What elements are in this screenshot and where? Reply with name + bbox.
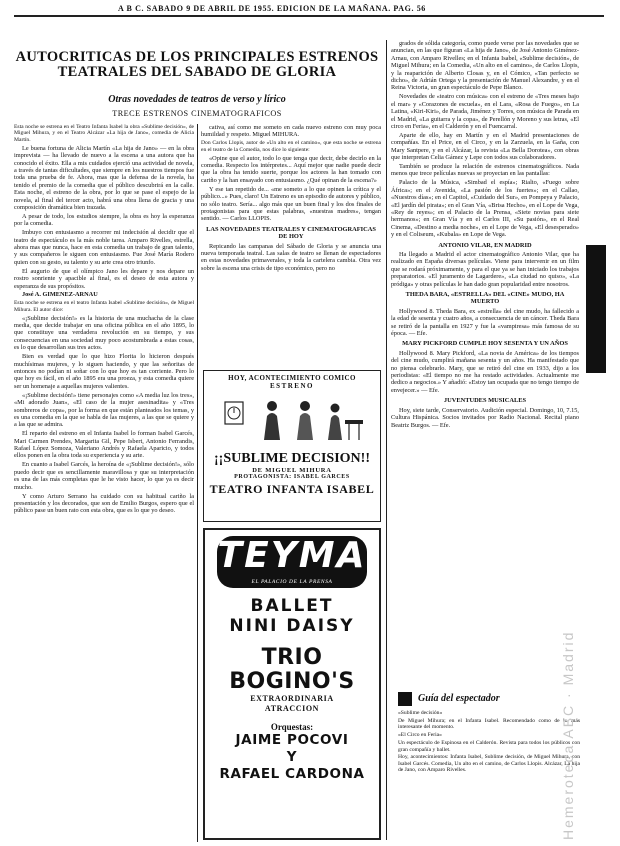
ad-band-2: RAFAEL CARDONA bbox=[219, 766, 365, 782]
ad-play-venue: TEATRO INFANTA ISABEL bbox=[209, 482, 375, 496]
top-rule bbox=[14, 15, 604, 17]
paragraph: «El Circo en Feria» bbox=[398, 732, 442, 739]
guide-box-icon bbox=[398, 692, 412, 706]
ad-play-title: ¡¡SUBLIME DECISION!! bbox=[214, 451, 370, 466]
column-divider-1 bbox=[197, 124, 198, 842]
paragraph: grados de sólida categoría, como puede verse por las novedades que se anuncian, en las que figuran «La hija de Jano», de José Antonio Giménez-Arnau, con Amparo Rivelles; en el Infanta Isabel, «Sublime decisión», de Miguel Mihura; en la Comedia, «Un alto en el camino», de Carlos Llopis, y la reaparición de Alberto Closas y, en el Cómico, «Tan perfecto se dicho», de Adrián Ortega y la presentación de Manuel Alexandre, y en el Reina Victoria, un gran espectáculo de Pepe Blanco. bbox=[391, 40, 579, 92]
paragraph: «Opine que el autor, todo lo que tenga que decir, debe decirlo en la comedia. Respecto los intérpretes... Aquí mejor que nadie puede decir que la obra ha tenido suerte, porque los actores la han tomado con cariño y la han ensayado con entusiasmo. ¿Qué opinan de la escena?» bbox=[201, 154, 381, 184]
ad-ballet-line-2: NINI DAISY bbox=[229, 616, 355, 636]
paragraph: Hollywood 8. Theda Bara, ex «estrella» del cine mudo, ha fallecido a la edad de sesenta y cuatro años, a consecuencia de un cáncer. Theda Bara se retiró de la pantalla en 1927 y fue la «vampiresa» más famosa de su época. — Efe. bbox=[391, 307, 579, 338]
paragraph: Un espectáculo de Espinosa en el Calderón. Revista para todos los públicos con gran compañía y ballet. bbox=[398, 740, 580, 753]
paragraph: Hollywood 8. Mary Pickford, «La novia de América» de los tiempos del cine mudo, cumplirá mañana sesenta y un años. Ha manifestado que no piensa celebrarlo. Mary, que se retiró del cine en 1933, dijo a los periodistas: «El tiempo no me ha restado actividades. Actualmente me dedico a negocios.» Y añadió: «Estoy tan ocupada que no tengo tiempo de envejecer.» — Efe. bbox=[391, 349, 579, 394]
ad-band-1: JAIME POCOVI bbox=[235, 732, 349, 748]
ad-ballet-line-1: BALLET bbox=[250, 596, 334, 616]
column-1 bbox=[14, 124, 194, 842]
paragraph: Hoy, acontecimientos: Infanta Isabel, Sublime decisión, de Miguel Mihura, con Isabel Garcés. Comedia, Un alto en el camino, de Carlos Llopis. Alcázar, La hija de Jano, con Amparo Rivelles. bbox=[398, 754, 580, 774]
paragraph: ANTONIO VILAR, EN MADRID bbox=[438, 241, 532, 249]
paragraph: «¡Sublime decisión!» tiene personajes como «A media luz los tres», «Mi adorado Juan», «El caso de la mujer asesinadita» y «Tres sombreros de copa», por la forma en que están planteados los temas, y es una comedia en la que se habla de las mujeres, a las que se quiere y a las que se admira. bbox=[14, 391, 194, 429]
paragraph: JUVENTUDES MUSICALES bbox=[443, 397, 527, 405]
paragraph: También se produce la relación de estrenos cinematográficos. Nada menos que trece películas nuevas se proyectan en las pantallas: bbox=[391, 163, 579, 178]
ad-kicker: HOY, ACONTECIMIENTO COMICO bbox=[228, 374, 356, 382]
ad-play-cast: PROTAGONISTA: ISABEL GARCES bbox=[234, 474, 350, 480]
column-divider-2 bbox=[386, 40, 387, 840]
paragraph: Esta noche se estrena en el teatro Infanta Isabel «Sublime decisión», de Miguel Mihura. El autor dice: bbox=[14, 300, 194, 313]
ad-orchestras-label: Orquestas: bbox=[270, 722, 314, 732]
ad-extra-line-2: ATRACCION bbox=[264, 704, 320, 713]
ad-illustration bbox=[217, 394, 367, 442]
drop-cap-block bbox=[586, 245, 606, 373]
sub-headline: Otras novedades de teatros de verso y lírico bbox=[108, 94, 286, 105]
paragraph: Hoy, siete tarde, Conservatorio. Audición especial. Domingo, 10, 7.15, Cultura Hispánica. Socios invitados por Radio Nacional. Recital piano Beatriz Burgos. — Efe. bbox=[391, 406, 579, 429]
paragraph: Esta noche se estrena en el Teatro Infanta Isabel la obra «Sublime decisión», de Miguel Mihura, y en el Teatro Alcázar «La hija de Jano», comedia de Alicia Martín. bbox=[14, 124, 194, 143]
ad-estreno: ESTRENO bbox=[270, 382, 314, 390]
ad-sublime-decision bbox=[203, 370, 381, 522]
paragraph: Novedades de «teatro con música» con el estreno de «Tres meses bajo el mar» y «Corazones de escuela», en el Lara, «Rosa de Fuego», en La Latina, «Kiri-Kiri», de Parada, Jiménez y Torres, con música de Parada en el Madrid, «La guitarra y la copa», de Perellón y Moreno y sus letras, «El circo en Feria», en el Calderón y en el Fuencarral. bbox=[391, 93, 579, 130]
teyma-logo-subtitle: EL PALACIO DE LA PRENSA bbox=[251, 579, 333, 585]
paragraph: José A. GIMENEZ-ARNAU bbox=[22, 291, 98, 299]
guide-title: Guía del espectador bbox=[418, 693, 500, 704]
paragraph: Bien es verdad que lo que hizo Florita lo hicieron después muchísimas mujeres, y lo siguen haciendo, y que las señoritas de entonces no podían ni soñar con lo que hoy es tan corriente. Pero lo que hoy es fácil, en el año 1895 era una proeza, y esta comedia quiere ser un homenaje a aquellas mujeres valientes. bbox=[14, 353, 194, 390]
paragraph: Don Carlos Llopis, autor de «Un alto en el camino», que esta noche se estrena en el teatro de la Comedia, nos dice lo siguiente: bbox=[201, 140, 381, 153]
teyma-logo-text: TEYMA bbox=[217, 535, 367, 576]
column-2 bbox=[201, 124, 381, 362]
section-headline: TRECE ESTRENOS CINEMATOGRAFICOS bbox=[112, 109, 282, 118]
paragraph: A pesar de todo, los estudios siempre, la obra es hoy la esperanza por la comedia. bbox=[14, 212, 194, 228]
ad-band-sep: Y bbox=[286, 749, 298, 765]
paragraph: Ha llegado a Madrid el actor cinematográfico Antonio Vilar, que ha realizado en España diversas películas. Viene para intervenir en un film que se rodará próximamente, y para el que ya se han iniciado los trabajos preparatorios. «El juramento de Lagardere», «La ciudad no quiso», «La pródiga» y otras películas le han dado gran popularidad entre nosotros. bbox=[391, 250, 579, 288]
paragraph: En cuanto a Isabel Garcés, la heroína de «¡Sublime decisión!», sólo puedo decir que es sencillamente maravillosa y que su interpretación es una de las más completas que le he visto hacer, lo que ya es decir mucho. bbox=[14, 461, 194, 491]
paragraph: cativa, así como me someto en cada nuevo estreno con muy poca humildad y respeto. Miguel MIHURA. bbox=[201, 124, 381, 139]
ad-trio-name: TRIO BOGINO'S bbox=[229, 645, 355, 694]
ad-teyma bbox=[203, 528, 381, 840]
paragraph: «Sublime decisión» bbox=[398, 710, 443, 716]
ad-play-author: DE MIGUEL MIHURA bbox=[252, 467, 332, 474]
column-3-guide bbox=[398, 710, 580, 842]
paragraph: Y como Arturo Serrano ha cuidado con su habitual cariño la presentación y los decorados, que son de Emilio Burgos, espero que el público pase un buen rato con esta obra, que es lo que yo deseo. bbox=[14, 492, 194, 515]
paragraph: THEDA BARA, «ESTRELLA» DEL «CINE» MUDO, HA MUERTO bbox=[405, 291, 565, 306]
paragraph: Aparte de ello, hay en Martín y en el Madrid presentaciones de compañías. En el Price, en el Circo, y en la Zarzuela, en la Gaña, con Mary Santpere, y en el Alcázar, la revista «La Bella Dorotea», con obras que interpretan Celia Gámez y Lepe con todos sus colaboradores. bbox=[391, 131, 579, 162]
paragraph: Repicando las campanas del Sábado de Gloria y se anuncia una nueva temporada teatral. Las salas de teatro se llenan de espectadores en estas novedades primaverales, y toda la cartelera cambia. Otra vez sobre la escena una crisis de tipo económico, pero no bbox=[201, 242, 381, 272]
ad-extra-line-1: EXTRAORDINARIA bbox=[250, 694, 334, 703]
watermark: Hemeroteca ABC · Madrid bbox=[560, 630, 576, 840]
paragraph: LAS NOVEDADES TEATRALES Y CINEMATOGRAFICAS DE HOY bbox=[206, 225, 376, 241]
paragraph: De Miguel Mihura; en el Infanta Isabel. Recomendado como de lo más interesante del momento. bbox=[398, 717, 580, 731]
column-3 bbox=[391, 40, 579, 688]
main-headline: AUTOCRITICAS DE LOS PRINCIPALES ESTRENOS TEATRALES DEL SABADO DE GLORIA bbox=[15, 49, 379, 80]
teyma-logo bbox=[217, 536, 367, 588]
paragraph: Palacio de la Música, «Simbad el espía»; Rialto, «Fuego sobre África»; en el Avenida, «La pasión de los fuertes»; en el Callao, «Nuestros días»; en el Capitol, «Cuidado del Sur», en Pompeya y Palacio, «El jardín del pirata»; en el Gran Vía, «Brisa Hecho», en el Lope de Vega, «Rey de reyes»; en el Palacio de la Prensa, «Siete novias para siete hermanos»; en Gran Vía y en el Carlos III, «Su pasión», en el Real Cinema, «Destino a media noche», en el Lope de Vega, «El desesperado» y en el Coliseum, «Kubala» en Lope de Vega. bbox=[391, 179, 579, 239]
paragraph: El reparto del estreno en el Infanta Isabel lo forman Isabel Garcés, Mari Carmen Prendes, Margarita Gil, Pepe Isbert, Antonio Ferrandis, Rafael López Somoza, Valeriano Andrés y Rafaela Aparicio, y todos ellos ponen en la obra toda su experiencia y su arte. bbox=[14, 430, 194, 460]
paragraph: Y ese tan repetido de... «me someto a lo que opinen la crítica y el público...» Pues, claro! Un Estreno es un episodio de autores y público, no sólo teatro. Sería... algo más que un buen final y los dos finales de protagonistas para que estas palabras, «nuestras madres», tengan sentido. — Carlos LLOPIS. bbox=[201, 185, 381, 223]
paragraph: «¡Sublime decisión!» es la historia de una muchacha de la clase media, que decide trabajar en una oficina pública en el año 1895, lo que constituye una verdadera revolución en su tiempo, y sus consecuencias en una sociedad muy poco acostumbrada a estas cosas, es lo que desarrollan sus tres actos. bbox=[14, 314, 194, 352]
paragraph: MARY PICKFORD CUMPLE HOY SESENTA Y UN AÑOS bbox=[402, 340, 568, 348]
paragraph: Le buena fortuna de Alicia Martín «La hija de Jano» — en la obra imprevista — ha llevado de nuevo a la escena a una autora que ha conocido el éxito. Ella a mis cuidados ejerció una actividad de novela, a través de tantas dificultades, que siempre en los nuestros tiempos fue toda una prueba de fe. Ahora, mas que la defensa de la novela, ha tenido el premio de la comedia que el público descubrirá en la calle. Esta noche, el estreno de la obra, por lo que se pase el espejo de la novela, al final del tercer acto, habrá una obra llena de gracia y una composición dramática bien trazada. bbox=[14, 144, 194, 211]
paragraph: Imbuyo con entusiasmo a recorrer mi indecisión al decidir que el teatro de espectáculo es la más noble tarea. Amparo Rivelles, estrella, ahora mas que nunca, hace en esta comedia un trabajo de gran talento, y sus compañeros le siguen con entusiasmo. Fue José María Rodero quien con su gesto, su talento y su arte crea otro triunfo. bbox=[14, 229, 194, 266]
paragraph: El augurio de que el olímpico Jano les depare y nos depare un rostro sonriente y apacible al final, es el deseo de esta autora y esperanza de sus propósitos. bbox=[14, 267, 194, 290]
running-head: A B C. SABADO 9 DE ABRIL DE 1955. EDICION DE LA MAÑANA. PAG. 56 bbox=[118, 4, 426, 13]
